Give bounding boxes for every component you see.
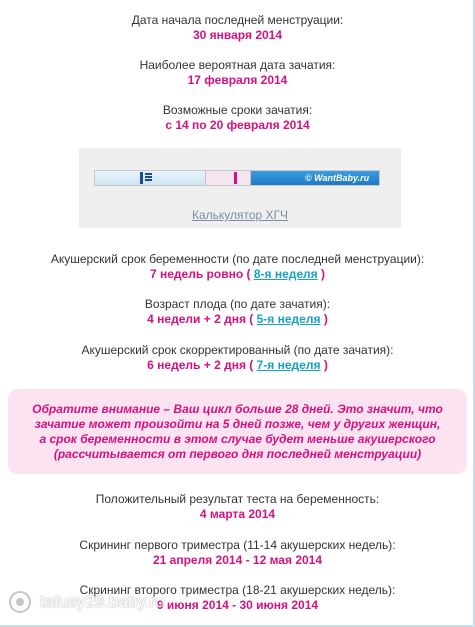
screening-2-value: 9 июня 2014 - 30 июня 2014: [156, 598, 319, 612]
fetal-age-value: [0, 312, 475, 327]
pregnancy-test-label: Положительный результат теста на беременность:: [95, 492, 380, 506]
fetal-week-link[interactable]: 5-я неделя: [256, 312, 321, 326]
last-period-label: Дата начала последней менструации:: [131, 13, 344, 27]
timeline-period-marker: [140, 172, 143, 184]
obstetric-term-value: [0, 267, 475, 282]
fetal-age-section: [0, 297, 475, 327]
obstetric-term-label: Акушерский срок беременности (по дате последней менструации):: [50, 252, 425, 266]
cycle-notice-text: Обратите внимание – Ваш цикл больше 28 дней. Это значит, что зачатие может произойти на 5 дней позже, чем у других женщин, а срок беременности в этом случае будет меньше акушерского (рассчитывается от первого дня последней менструации): [32, 402, 443, 461]
corrected-term-label: Акушерский срок скорректированный (по дате зачатия):: [81, 343, 394, 357]
pregnancy-widget: [79, 148, 401, 228]
watermark-text: tatusy29.baby.ru: [40, 592, 165, 611]
watermark-logo-icon: [8, 590, 32, 614]
obstetric-term-text: 7 недель ровно (: [149, 267, 251, 281]
conception-date-section: [0, 58, 475, 88]
last-period-section: [0, 13, 475, 43]
conception-date-label: Наиболее вероятная дата зачатия:: [139, 58, 336, 72]
corrected-week-link[interactable]: 7-я неделя: [256, 358, 321, 372]
screening-1-label: Скрининг первого триместра (11-14 акушерских недель):: [79, 538, 396, 552]
conception-range-section: [0, 103, 475, 133]
obstetric-term-section: [0, 252, 475, 282]
pregnancy-timeline-bar: [94, 170, 380, 186]
watermark: [8, 590, 164, 614]
fetal-age-text: 4 недели + 2 дня (: [147, 312, 254, 326]
timeline-ticks-icon: [145, 173, 152, 183]
pregnancy-test-value: 4 марта 2014: [199, 507, 276, 521]
pregnancy-test-section: [0, 492, 475, 522]
obstetric-close-paren: ): [321, 267, 326, 281]
screening-1-section: [0, 538, 475, 568]
timeline-conception-window: [205, 171, 251, 185]
conception-range-label: Возможные сроки зачатия:: [162, 103, 313, 117]
timeline-brand-segment: [251, 171, 379, 185]
obstetric-week-link[interactable]: 8-я неделя: [253, 267, 318, 281]
timeline-today-marker: [234, 172, 237, 184]
corrected-term-text: 6 недель + 2 дня (: [147, 358, 254, 372]
corrected-close-paren: ): [323, 358, 328, 372]
fetal-age-label: Возраст плода (по дате зачатия):: [144, 297, 331, 311]
screening-2-label: Скрининг второго триместра (18-21 акушерских недель):: [79, 583, 396, 597]
hcg-calculator-link[interactable]: Калькулятор ХГЧ: [191, 208, 289, 222]
conception-range-value: с 14 по 20 февраля 2014: [165, 118, 310, 132]
screening-1-value: 21 апреля 2014 - 12 мая 2014: [152, 553, 323, 567]
corrected-term-section: [0, 343, 475, 373]
widget-brand: © WantBaby.ru: [305, 173, 370, 183]
conception-date-value: 17 февраля 2014: [187, 73, 288, 87]
corrected-term-value: [0, 358, 475, 373]
cycle-notice: [8, 389, 467, 474]
fetal-close-paren: ): [323, 312, 328, 326]
last-period-value: 30 января 2014: [192, 28, 283, 42]
